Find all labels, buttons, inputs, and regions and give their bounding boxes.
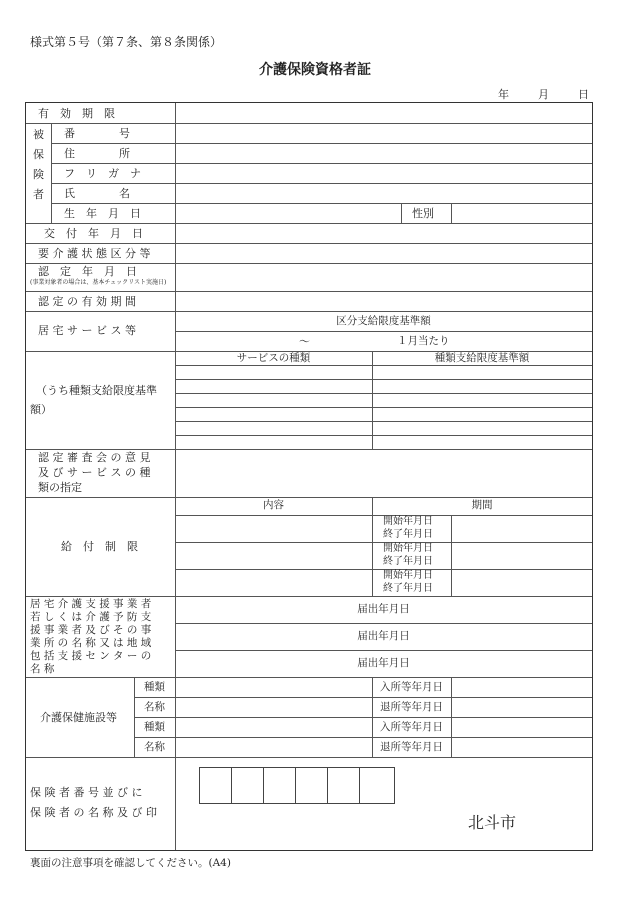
end-date-label-1: 終了年月日 <box>383 529 433 540</box>
support-office-label-6: 名 称 <box>30 663 55 675</box>
insurer-city: 北斗市 <box>468 813 517 832</box>
facility-kind-label-1: 種類 <box>144 681 165 693</box>
cert-date-label: 認 定 年 月 日 <box>38 265 137 278</box>
cert-valid-period-label: 認 定 の 有 効 期 間 <box>38 295 136 308</box>
certificate-form <box>25 102 593 851</box>
facility-name-label-1: 名称 <box>144 701 165 713</box>
support-office-label-3: 援 事 業 者 及 び そ の 事 <box>30 624 152 636</box>
furigana-label: フ リ ガ ナ <box>64 167 141 180</box>
cert-date-note: (事業対象者の場合は、基本チェックリスト実施日) <box>30 279 167 286</box>
sex-label: 性別 <box>412 207 434 220</box>
notification-date-label-3: 届出年月日 <box>357 657 410 669</box>
insurer-label-1: 保 険 者 番 号 並 び に <box>30 786 143 799</box>
address-label: 住 所 <box>64 147 130 160</box>
period-tilde: ～ <box>299 335 310 348</box>
footer-note: 裏面の注意事項を確認してください。(A4) <box>30 857 231 869</box>
type-limit-label-2: 額） <box>30 403 52 416</box>
facility-label: 介護保健施設等 <box>40 711 117 724</box>
service-type-header: サービスの種類 <box>236 352 311 364</box>
limit-amount-label: 区分支給限度基準額 <box>336 315 431 327</box>
discharge-date-label-1: 退所等年月日 <box>380 701 443 713</box>
insured-label-1: 被 <box>33 128 44 141</box>
start-date-label-3: 開始年月日 <box>383 570 433 581</box>
support-office-label-1: 居 宅 介 護 支 援 事 業 者 <box>30 598 152 610</box>
insured-label-4: 者 <box>33 188 44 201</box>
page-title: 介護保険資格者証 <box>259 62 371 78</box>
support-office-label-5: 包 括 支 援 セ ン タ ー の <box>30 650 152 662</box>
end-date-label-2: 終了年月日 <box>383 556 433 567</box>
care-level-label: 要 介 護 状 態 区 分 等 <box>38 247 151 260</box>
number-label: 番 号 <box>64 127 130 140</box>
end-date-label-3: 終了年月日 <box>383 583 433 594</box>
insured-label-3: 険 <box>33 168 44 181</box>
facility-kind-label-2: 種類 <box>144 721 165 733</box>
notification-date-label-1: 届出年月日 <box>357 603 410 615</box>
support-office-label-4: 業 所 の 名 称 又 は 地 域 <box>30 637 152 649</box>
review-opinion-label-1: 認 定 審 査 会 の 意 見 <box>38 451 151 464</box>
issue-date-label: 交 付 年 月 日 <box>44 227 143 240</box>
review-opinion-label-2: 及 び サ ー ビ ス の 種 <box>38 466 151 479</box>
name-label: 氏 名 <box>64 187 130 200</box>
review-opinion-label-3: 類の指定 <box>38 481 82 494</box>
type-limit-header: 種類支給限度基準額 <box>434 352 530 364</box>
insurer-label-2: 保 険 者 の 名 称 及 び 印 <box>30 806 157 819</box>
admission-date-label-2: 入所等年月日 <box>380 721 443 733</box>
start-date-label-1: 開始年月日 <box>383 516 433 527</box>
admission-date-label-1: 入所等年月日 <box>380 681 443 693</box>
home-service-label: 居 宅 サ ー ビ ス 等 <box>38 324 136 337</box>
notification-date-label-2: 届出年月日 <box>357 630 410 642</box>
content-header: 内容 <box>263 499 284 511</box>
start-date-label-2: 開始年月日 <box>383 543 433 554</box>
form-number: 様式第５号（第７条、第８条関係） <box>30 35 223 49</box>
date-month-label: 月 <box>538 88 549 101</box>
per-month-label: １月当たり <box>397 335 450 347</box>
birthdate-label: 生 年 月 日 <box>64 207 141 220</box>
benefit-limit-label: 給 付 制 限 <box>61 540 138 553</box>
discharge-date-label-2: 退所等年月日 <box>380 741 443 753</box>
date-day-label: 日 <box>578 88 589 101</box>
type-limit-label-1: （うち種類支給限度基準 <box>36 384 157 397</box>
period-header: 期間 <box>471 499 493 511</box>
insured-label-2: 保 <box>33 148 44 161</box>
validity-label: 有 効 期 限 <box>38 107 115 120</box>
support-office-label-2: 若 し く は 介 護 予 防 支 <box>30 611 152 623</box>
date-year-label: 年 <box>498 88 509 101</box>
facility-name-label-2: 名称 <box>144 741 165 753</box>
